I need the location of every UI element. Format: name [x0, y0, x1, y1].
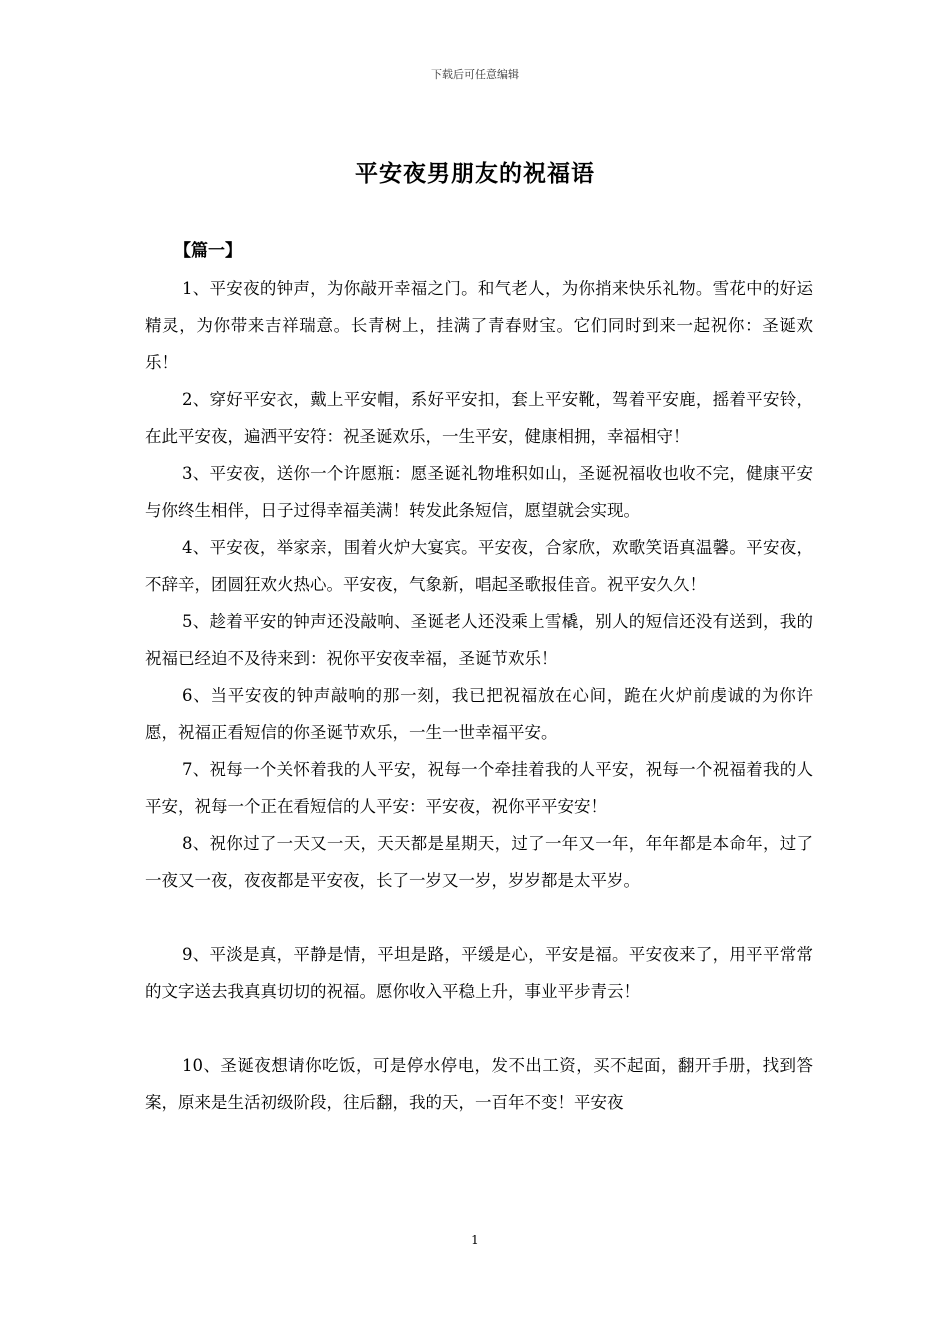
document-title: 平安夜男朋友的祝福语 — [355, 160, 595, 187]
paragraph-3: 3、平安夜，送你一个许愿瓶：愿圣诞礼物堆积如山，圣诞祝福收也收不完，健康平安与你终生相伴，日子过得幸福美满！转发此条短信，愿望就会实现。 — [145, 464, 813, 520]
header-note: 下载后可任意编辑 — [431, 68, 519, 81]
paragraph-6: 6、当平安夜的钟声敲响的那一刻，我已把祝福放在心间，跪在火炉前虔诚的为你许愿，祝福正看短信的你圣诞节欢乐，一生一世幸福平安。 — [145, 686, 813, 742]
paragraph-spacer — [145, 899, 813, 936]
paragraph-spacer — [145, 1010, 813, 1047]
paragraph-9: 9、平淡是真，平静是情，平坦是路，平缓是心，平安是福。平安夜来了，用平平常常的文字送去我真真切切的祝福。愿你收入平稳上升，事业平步青云！ — [145, 945, 813, 1001]
section-label: 【篇一】 — [174, 241, 242, 261]
paragraph-7: 7、祝每一个关怀着我的人平安，祝每一个牵挂着我的人平安，祝每一个祝福着我的人平安，祝每一个正在看短信的人平安：平安夜，祝你平平安安！ — [145, 760, 813, 816]
page-number: 1 — [471, 1233, 479, 1247]
paragraph-4: 4、平安夜，举家亲，围着火炉大宴宾。平安夜，合家欣，欢歌笑语真温馨。平安夜，不辞辛，团圆狂欢火热心。平安夜，气象新，唱起圣歌报佳音。祝平安久久！ — [145, 538, 813, 594]
paragraph-8: 8、祝你过了一天又一天，天天都是星期天，过了一年又一年，年年都是本命年，过了一夜又一夜，夜夜都是平安夜，长了一岁又一岁，岁岁都是太平岁。 — [145, 834, 813, 890]
paragraph-5: 5、趁着平安的钟声还没敲响、圣诞老人还没乘上雪橇，别人的短信还没有送到，我的祝福已经迫不及待来到：祝你平安夜幸福，圣诞节欢乐！ — [145, 612, 813, 668]
paragraph-2: 2、穿好平安衣，戴上平安帽，系好平安扣，套上平安靴，驾着平安鹿，摇着平安铃，在此平安夜，遍洒平安符：祝圣诞欢乐，一生平安，健康相拥，幸福相守！ — [145, 390, 813, 446]
paragraph-10: 10、圣诞夜想请你吃饭，可是停水停电，发不出工资，买不起面，翻开手册，找到答案，原来是生活初级阶段，往后翻，我的天，一百年不变！平安夜 — [145, 1056, 813, 1112]
paragraph-1: 1、平安夜的钟声，为你敲开幸福之门。和气老人，为你捎来快乐礼物。雪花中的好运精灵，为你带来吉祥瑞意。长青树上，挂满了青春财宝。它们同时到来一起祝你：圣诞欢乐！ — [145, 279, 813, 372]
document-body — [145, 270, 813, 1121]
